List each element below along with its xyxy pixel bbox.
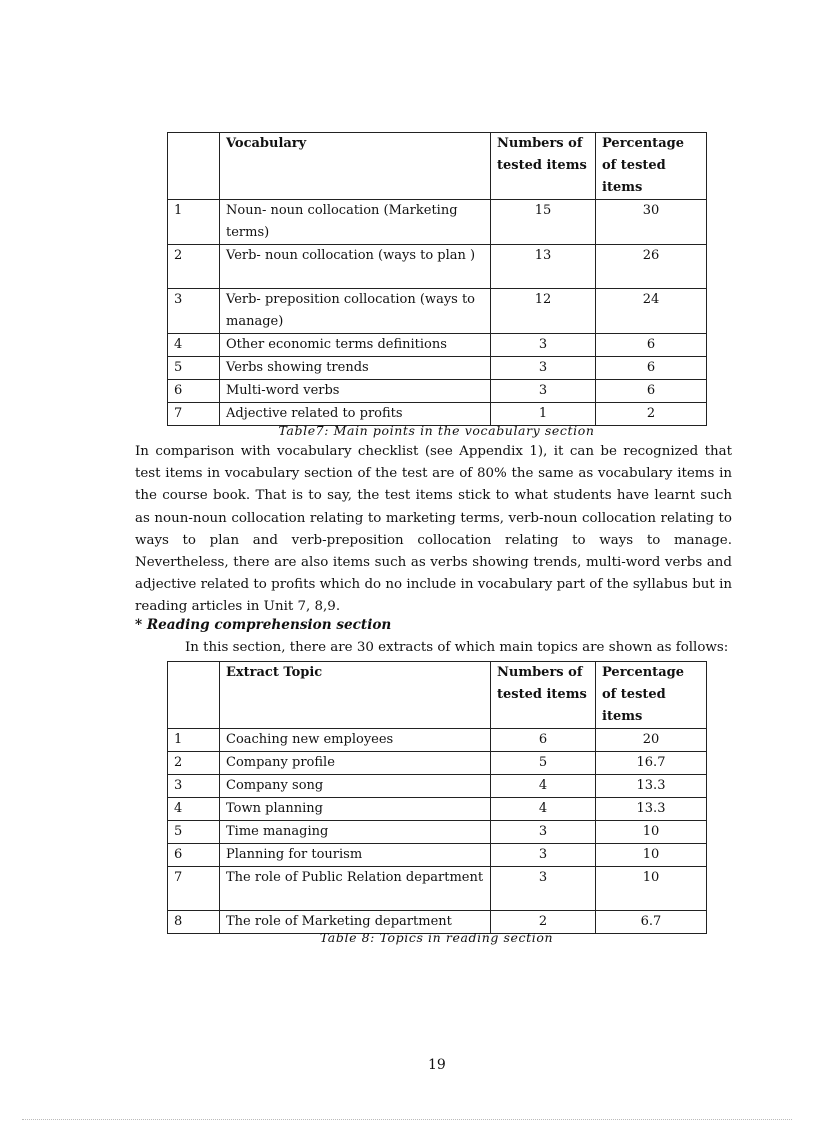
reading-topics-table	[167, 661, 707, 934]
table-row	[168, 334, 707, 357]
table-cell: 20	[596, 729, 707, 752]
table-row	[168, 752, 707, 775]
table-caption: Table7: Main points in the vocabulary section	[278, 423, 595, 438]
table-cell: 10	[596, 821, 707, 844]
table-cell: 6	[168, 844, 220, 867]
table-cell: Other economic terms definitions	[220, 334, 491, 357]
table-header-cell: Percentage of tested items	[596, 662, 707, 729]
table-cell: Verb- preposition collocation (ways to manage)	[220, 289, 491, 334]
table-cell: 24	[596, 289, 707, 334]
table-row	[168, 867, 707, 911]
table-row	[168, 775, 707, 798]
table-cell: 6	[596, 334, 707, 357]
page-bottom-rule	[22, 1119, 792, 1120]
table-cell: Company song	[220, 775, 491, 798]
table-cell: 15	[491, 200, 596, 245]
table-row	[168, 380, 707, 403]
table-cell: The role of Public Relation department	[220, 867, 491, 911]
table-cell: Town planning	[220, 798, 491, 821]
table-row	[168, 357, 707, 380]
table-cell: 3	[168, 289, 220, 334]
intro-sentence: In this section, there are 30 extracts of which main topics are shown as follows:	[185, 640, 729, 655]
table-cell: Time managing	[220, 821, 491, 844]
table-cell: 4	[491, 775, 596, 798]
table-header-cell: Numbers of tested items	[491, 662, 596, 729]
table-cell: 7	[168, 867, 220, 911]
table-header-cell	[168, 133, 220, 200]
table-row	[168, 821, 707, 844]
table-cell: Verb- noun collocation (ways to plan )	[220, 245, 491, 289]
section-heading: * Reading comprehension section	[135, 617, 392, 633]
table-header-cell	[168, 662, 220, 729]
table-cell: 7	[168, 403, 220, 426]
table-cell: 5	[168, 357, 220, 380]
table-cell: 6	[168, 380, 220, 403]
table-cell: 2	[596, 403, 707, 426]
table-header-cell: Percentage of tested items	[596, 133, 707, 200]
table-cell: 2	[168, 752, 220, 775]
table-cell: 16.7	[596, 752, 707, 775]
table-cell: 3	[491, 334, 596, 357]
page-number: 19	[428, 1057, 446, 1073]
table-cell: 6	[491, 729, 596, 752]
table-cell: 4	[168, 334, 220, 357]
table-cell: 6.7	[596, 911, 707, 934]
body-paragraph: In comparison with vocabulary checklist (see Appendix 1), it can be recognized that test items in vocabulary section of the test are of 80% the same as vocabulary items in the course book. That is to say, the test items stick to what students have learnt such as noun-noun collocation relating to marketing terms, verb-noun collocation relating to ways to plan and verb-preposition collocation relating to ways to manage. Nevertheless, there are also items such as verbs showing trends, multi-word verbs and adjective related to profits which do no include in vocabulary part of the syllabus but in reading articles in Unit 7, 8,9.	[135, 444, 732, 615]
vocabulary-table	[167, 132, 707, 426]
table-cell: Adjective related to profits	[220, 403, 491, 426]
table-row	[168, 245, 707, 289]
table-cell: 13	[491, 245, 596, 289]
table-cell: 4	[491, 798, 596, 821]
table-cell: Company profile	[220, 752, 491, 775]
table-row	[168, 798, 707, 821]
table-header-cell: Vocabulary	[220, 133, 491, 200]
table-cell: 6	[596, 380, 707, 403]
table-cell: 3	[491, 867, 596, 911]
table-row	[168, 289, 707, 334]
table-header-cell: Extract Topic	[220, 662, 491, 729]
table-cell: 2	[491, 911, 596, 934]
table-cell: 13.3	[596, 798, 707, 821]
table-cell: Verbs showing trends	[220, 357, 491, 380]
table-header-cell: Numbers of tested items	[491, 133, 596, 200]
table-cell: 5	[491, 752, 596, 775]
table-cell: The role of Marketing department	[220, 911, 491, 934]
table-cell: 3	[491, 844, 596, 867]
table-cell: 1	[491, 403, 596, 426]
table-cell: 26	[596, 245, 707, 289]
table-cell: 13.3	[596, 775, 707, 798]
table-cell: 8	[168, 911, 220, 934]
table-cell: Planning for tourism	[220, 844, 491, 867]
table-cell: 3	[491, 821, 596, 844]
table-cell: 3	[491, 357, 596, 380]
table-cell: 10	[596, 867, 707, 911]
table-header-row	[168, 133, 707, 200]
table-cell: 6	[596, 357, 707, 380]
table-cell: Noun- noun collocation (Marketing terms)	[220, 200, 491, 245]
table-row	[168, 729, 707, 752]
table-cell: 30	[596, 200, 707, 245]
table-header-row	[168, 662, 707, 729]
table-cell: 10	[596, 844, 707, 867]
table-cell: Multi-word verbs	[220, 380, 491, 403]
table-cell: 4	[168, 798, 220, 821]
table-caption: Table 8: Topics in reading section	[319, 930, 554, 945]
table-cell: 1	[168, 200, 220, 245]
table-cell: 3	[168, 775, 220, 798]
table-cell: 2	[168, 245, 220, 289]
table-cell: 3	[491, 380, 596, 403]
table-cell: Coaching new employees	[220, 729, 491, 752]
table-cell: 5	[168, 821, 220, 844]
table-row	[168, 200, 707, 245]
table-cell: 1	[168, 729, 220, 752]
table-cell: 12	[491, 289, 596, 334]
table-row	[168, 844, 707, 867]
